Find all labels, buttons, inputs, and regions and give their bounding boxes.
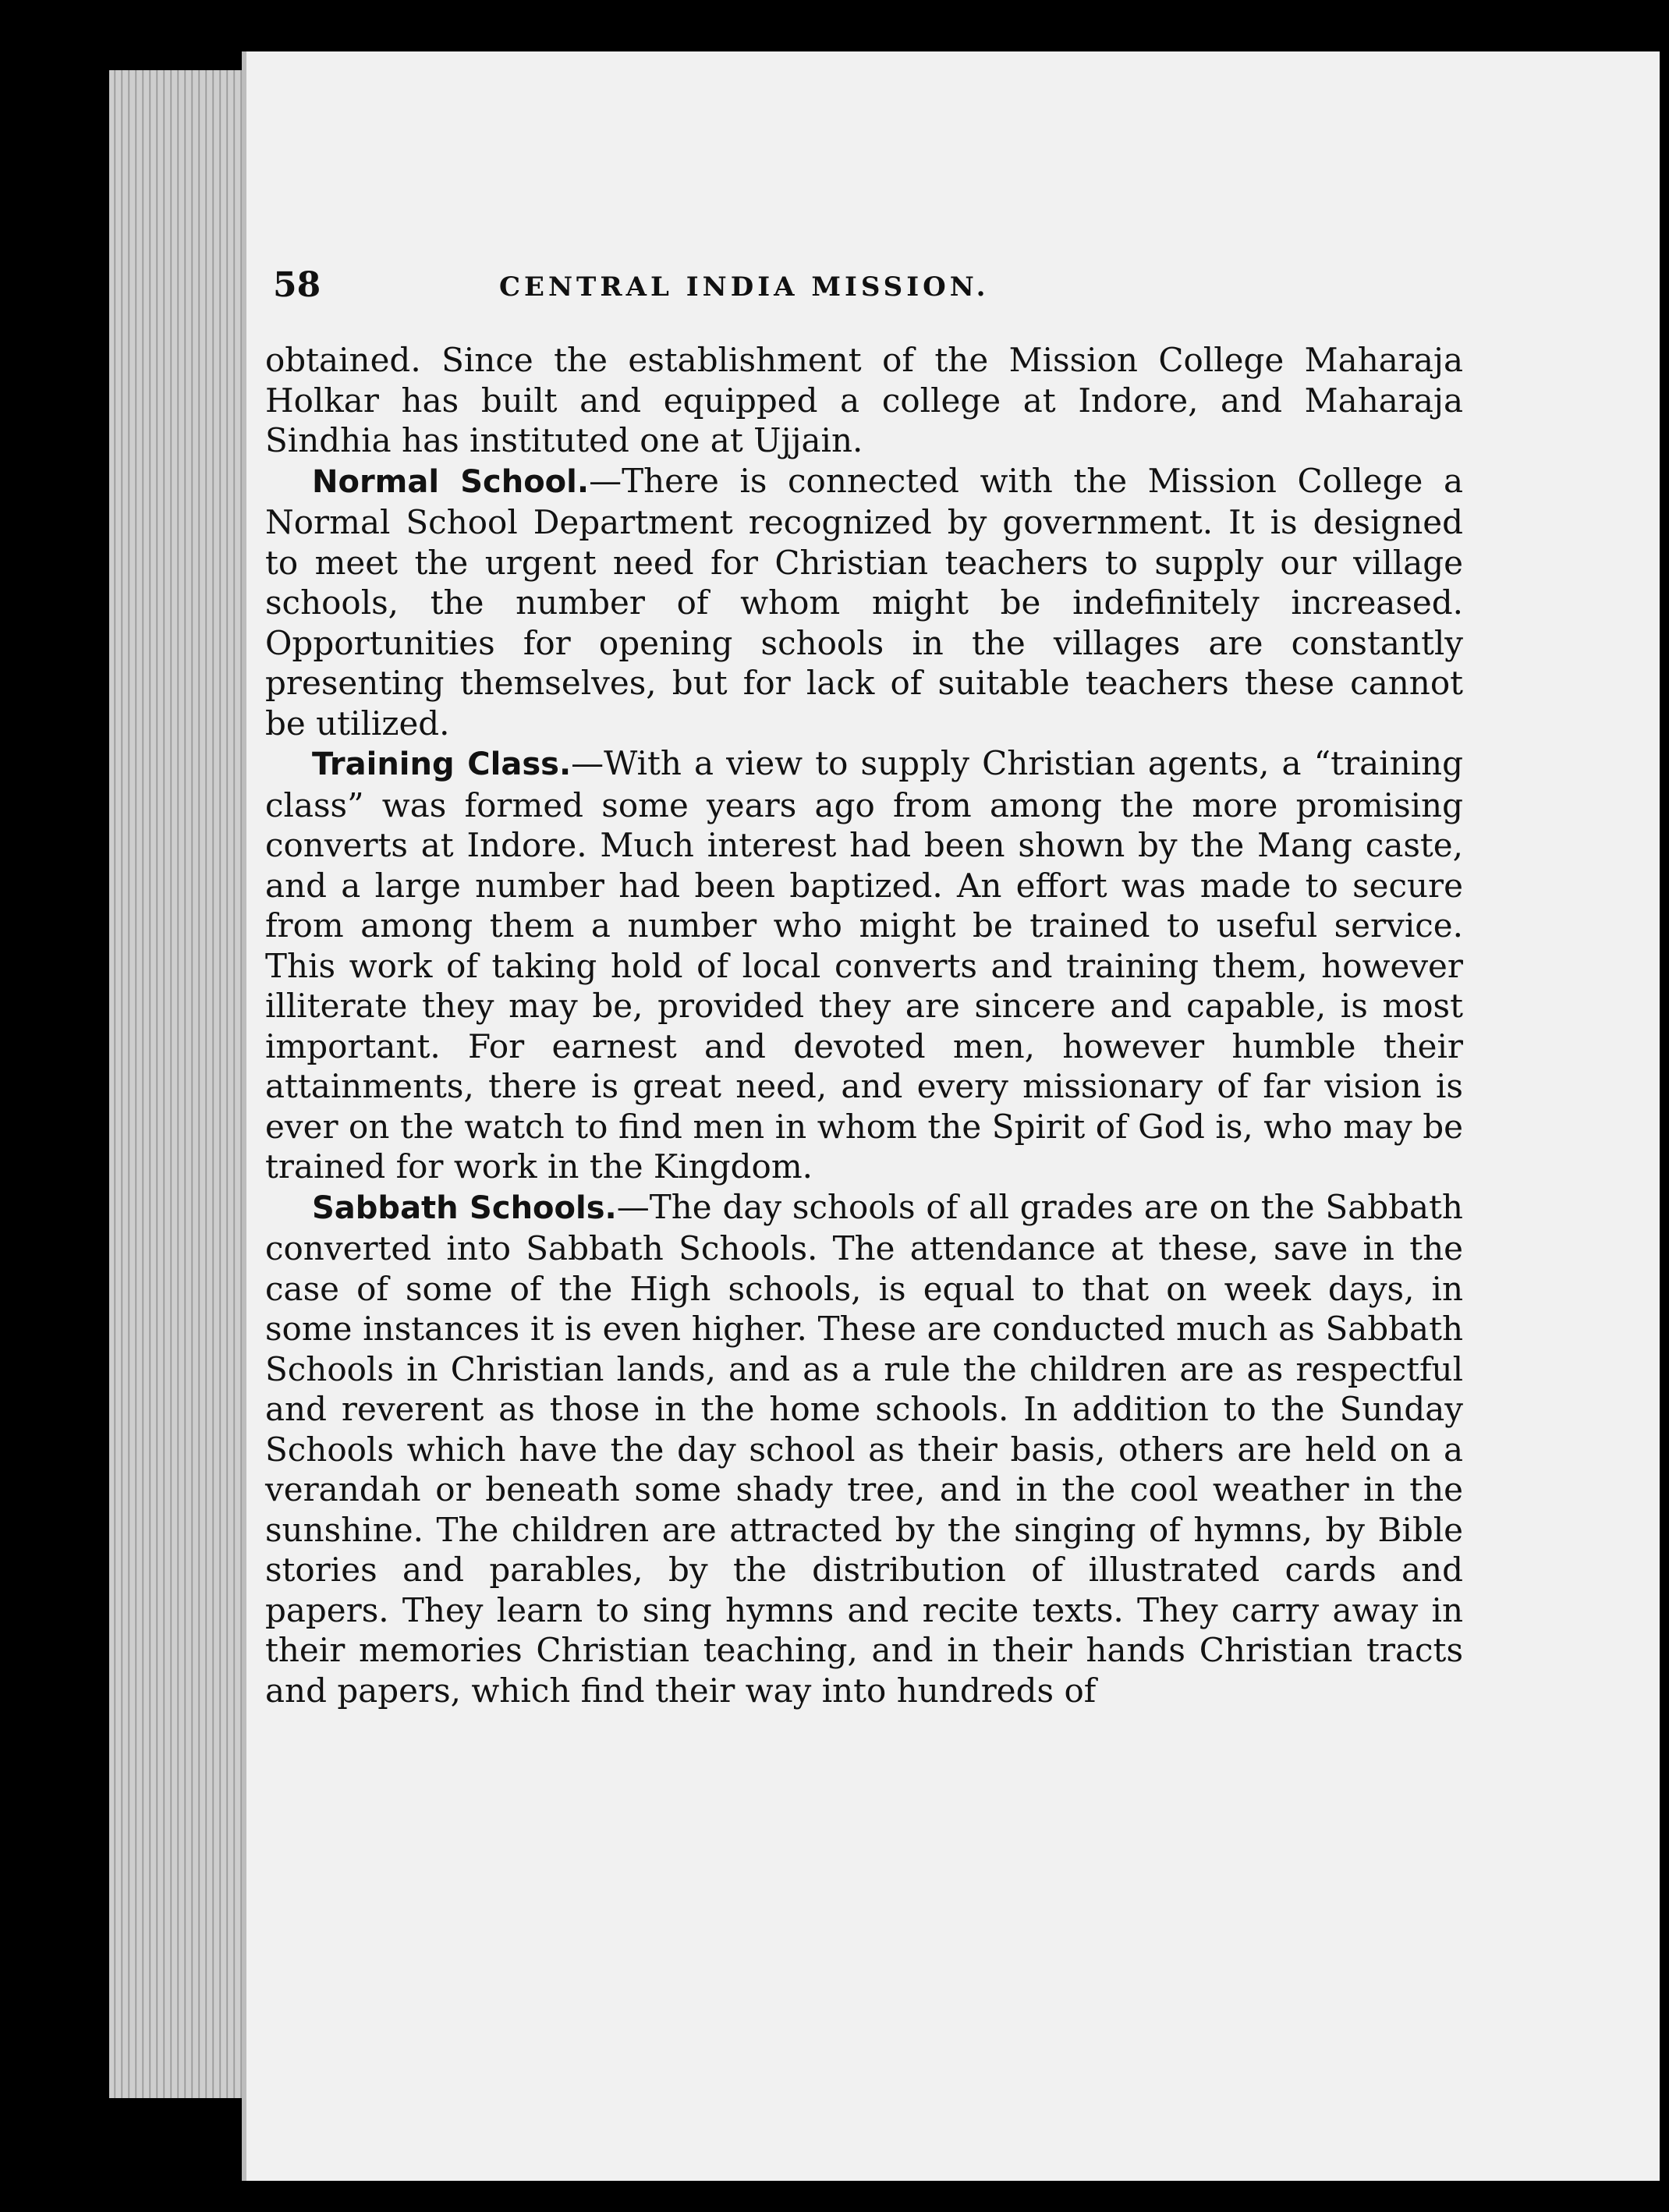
section-title-training-class: Training Class. [312, 746, 572, 782]
paragraph-text: —There is connected with the Mission College a Normal School Department recognized by government. It is designed to meet the urgent need for Christian teachers to supply our village schools, the number of whom might be indefinitely increased. Opportunities for opening schools in the villages are constantly presenting themselves, but for lack of suitable teachers these cannot be utilized. [265, 461, 1463, 743]
running-title: CENTRAL INDIA MISSION. [499, 271, 990, 303]
paragraph-normal-school [265, 461, 1463, 744]
page-number: 58 [273, 265, 321, 305]
paragraph-text: obtained. Since the establishment of the Mission College Maharaja Holkar has built and equipped a college at Indore, and Maharaja Sindhia has instituted one at Ujjain. [265, 341, 1463, 459]
section-title-normal-school: Normal School. [312, 463, 590, 500]
paragraph-text: —The day schools of all grades are on the Sabbath converted into Sabbath Schools. The attendance at these, save in the case of some of the High schools, is equal to that on week days, in some instances it is even higher. These are conducted much as Sabbath Schools in Christian lands, and as a rule the children are as respectful and reverent as those in the home schools. In addition to the Sunday Schools which have the day school as their basis, others are held on a verandah or beneath some shady tree, and in the cool weather in the sunshine. The children are attracted by the singing of hymns, by Bible stories and parables, by the distribution of illustrated cards and papers. They learn to sing hymns and recite texts. They carry away in their memories Christian teaching, and in their hands Christian tracts and papers, which find their way into hundreds of [265, 1187, 1463, 1710]
paragraph-intro [265, 340, 1463, 461]
body-text [265, 340, 1463, 1710]
section-title-sabbath-schools: Sabbath Schools. [312, 1189, 617, 1226]
page-header [273, 265, 1490, 328]
paragraph-sabbath-schools [265, 1187, 1463, 1711]
book-page-edges [109, 70, 250, 2098]
paragraph-training-class [265, 743, 1463, 1187]
paragraph-text: —With a view to supply Christian agents, a “training class” was formed some years ago from among the more promising converts at Indore. Much interest had been shown by the Mang caste, and a large number had been baptized. An effort was made to secure from among them a number who might be trained to useful service. This work of taking hold of local converts and training them, however illiterate they may be, provided they are sincere and capable, is most important. For earnest and devoted men, however humble their attainments, there is great need, and every missionary of far vision is ever on the watch to find men in whom the Spirit of God is, who may be trained for work in the Kingdom. [265, 744, 1463, 1186]
